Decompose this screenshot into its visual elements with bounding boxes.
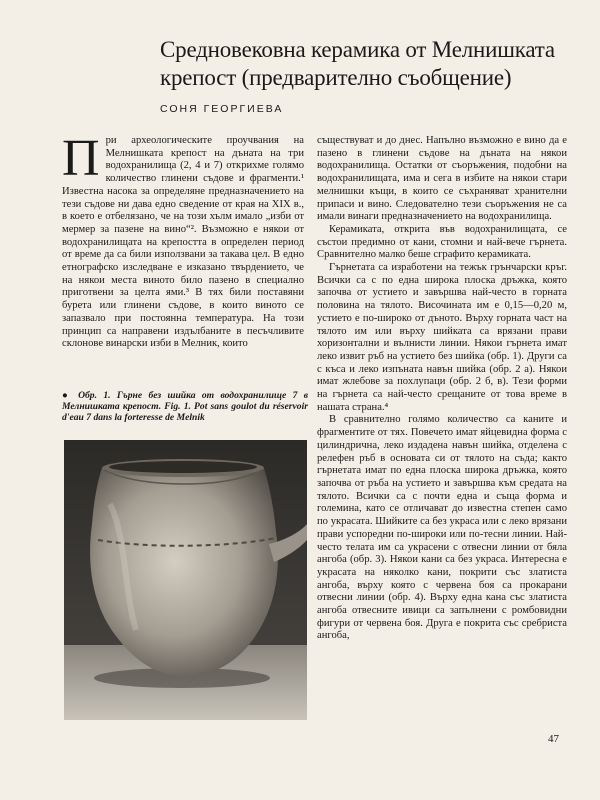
right-paragraph: Гърнетата са изработени на тежък грънчарски кръг. Всички са с по една широка плоска дръжка, която започва от устието и завършва най-често в горната половина на тялото. Височината им е 0,15—0,20 м, устието е по-широко от дъното. Върху горната част на тялото им или върху шийката са врязани прави хоризонтални и вълнисти линии. Някои гърнета имат леко извит ръб на устието без шийка (обр. 1). Други са с къса и леко изпъната навън шийка (обр. 2 а). Някои имат жлебове за похлупаци (обр. 2 б, в). Тези форми на гърнета са най-често срещаните от това време в нашата страна.⁴ xyxy=(317,262,567,413)
pot-photo xyxy=(64,440,307,720)
left-paragraph xyxy=(62,130,304,351)
right-column xyxy=(317,135,567,643)
right-paragraph: съществуват и до днес. Напълно възможно е вино да е пазено в глинени съдове на дъната на някои водохранилища. Остатки от съоръжения, подобни на водохранилищата, има и сега в избите на някои стари мелнишки къщи, в които се съхраняват хранителни припаси и вино. Следователно тези съоръжения не са имали винаги предназначението на водохранилища. xyxy=(317,135,567,223)
right-paragraph: Керамиката, открита във водохранилищата, се състои предимно от кани, стомни и най-вече гърнета. Сравнително малко беше сграфито керамиката. xyxy=(317,223,567,261)
article-title: Средновековна керамика от Мелнишката крепост (предварително съобщение) xyxy=(160,37,555,90)
figure-caption: ● Обр. 1. Гърне без шийка от водохранилище 7 в Мелнишката крепост. Fig. 1. Pot sans goulot du réservoir d'eau 7 dans la forteresse de Melnik xyxy=(62,390,308,423)
drop-cap: П xyxy=(62,130,100,187)
page-number: 47 xyxy=(548,733,559,745)
pot-image xyxy=(64,440,307,720)
article-author: СОНЯ ГЕОРГИЕВА xyxy=(160,103,284,115)
left-column xyxy=(62,130,304,351)
left-paragraph-text: ри археологическите проучвания на Мелнишката крепост на дъната на три водохранилища (2, 4 и 7) открихме голямо количество глинени съдове и фрагменти.¹ Известна насока за определяне предназначението на тези съдове ни дава едно сведение от края на XIX в., в което е отбелязано, че на този хълм имало „изби от мермер за пазене на вино“². Възможно е някои от водохранилищата на крепостта в определен период от време да са били използвани за такава цел. В едно етнографско изследване е изказано твърдението, че на някои места виното било пазено в специално приготвени за целта ями.³ В тях били поставяни бурета или глинени съдове, в които виното се запазвало при постоянна температура. На този принцип са направени издълбаните в песъчливите склонове винарски изби в Мелник, които xyxy=(62,135,304,350)
right-paragraph: В сравнително голямо количество са каните и фрагментите от тях. Повечето имат яйцевидна форма с цилиндрична, леко издадена навън шийка, отделена с релефен ръб в основата си от тялото на съда; както гърнетата имат по една плоска широка дръжка, която започва от ръба на устието и завършва към средата на тялото. Всички са с почти една и съща форма и големина, като се отличават до известна степен само по украсата. Шийките са без украса или с леко врязани прави успоредни по-широки или по-тесни линии. Най-често телата им са украсени с отвесни линии от бяла ангоба (обр. 3). Някои кани са без украса. Интересна е украсата на няколко кани, покрити със златиста ангоба, върху която с червена боя са прокарани отвесни линии (обр. 4). Върху една кана със златиста ангоба отвесните ивици са запълнени с ромбовидни фигури от червена боя. Друга е покрита със сребриста ангоба, xyxy=(317,414,567,642)
